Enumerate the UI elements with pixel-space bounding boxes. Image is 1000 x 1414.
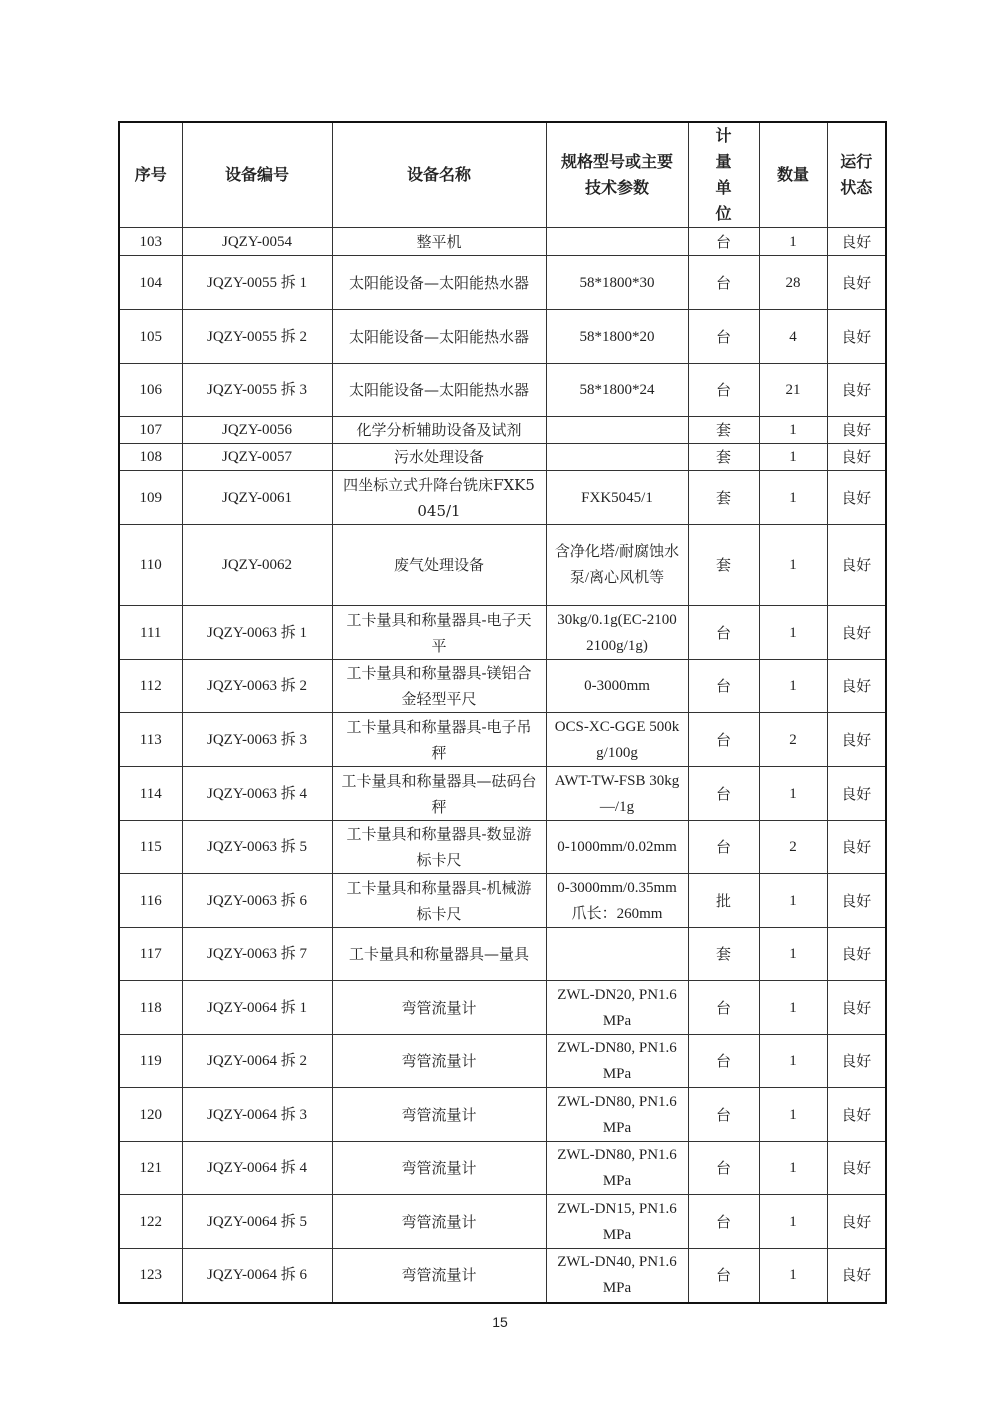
row-seq: 106 xyxy=(119,364,182,417)
row-spec: AWT-TW-FSB 30kg —/1g xyxy=(546,767,688,821)
row-seq: 109 xyxy=(119,471,182,525)
row-name: 弯管流量计 xyxy=(332,1249,546,1303)
row-code: JQZY-0064 拆 4 xyxy=(182,1142,332,1195)
row-seq: 113 xyxy=(119,713,182,767)
row-name: 弯管流量计 xyxy=(332,1035,546,1088)
row-seq: 105 xyxy=(119,310,182,364)
row-qty: 1 xyxy=(759,228,827,256)
row-spec: ZWL-DN15, PN1.6MPa xyxy=(546,1195,688,1249)
row-qty: 1 xyxy=(759,981,827,1035)
row-spec: 0-3000mm/0.35mm 爪长：260mm xyxy=(546,874,688,928)
row-code: JQZY-0064 拆 5 xyxy=(182,1195,332,1249)
row-name: 化学分析辅助设备及试剂 xyxy=(332,417,546,444)
row-spec xyxy=(546,417,688,444)
row-spec: 0-3000mm xyxy=(546,660,688,713)
row-code: JQZY-0062 xyxy=(182,525,332,606)
row-spec: 30kg/0.1g(EC-2100 2100g/1g) xyxy=(546,606,688,660)
row-name: 太阳能设备—太阳能热水器 xyxy=(332,256,546,310)
header-name: 设备名称 xyxy=(332,122,546,228)
table-row xyxy=(119,471,886,525)
row-name: 废气处理设备 xyxy=(332,525,546,606)
table-row xyxy=(119,364,886,417)
row-qty: 28 xyxy=(759,256,827,310)
row-name: 工卡量具和称量器具-机械游标卡尺 xyxy=(332,874,546,928)
table-row xyxy=(119,417,886,444)
row-spec: 含净化塔/耐腐蚀水泵/离心风机等 xyxy=(546,525,688,606)
row-name: 弯管流量计 xyxy=(332,981,546,1035)
row-unit: 台 xyxy=(688,606,759,660)
row-qty: 1 xyxy=(759,767,827,821)
table-row xyxy=(119,928,886,981)
row-seq: 104 xyxy=(119,256,182,310)
row-seq: 115 xyxy=(119,821,182,874)
row-qty: 1 xyxy=(759,660,827,713)
row-spec: 58*1800*20 xyxy=(546,310,688,364)
row-name: 工卡量具和称量器具—砝码台秤 xyxy=(332,767,546,821)
row-code: JQZY-0055 拆 2 xyxy=(182,310,332,364)
row-code: JQZY-0063 拆 2 xyxy=(182,660,332,713)
row-unit: 套 xyxy=(688,928,759,981)
table-row xyxy=(119,310,886,364)
row-unit: 台 xyxy=(688,660,759,713)
row-status: 良好 xyxy=(827,444,886,471)
row-unit: 台 xyxy=(688,1035,759,1088)
header-status: 运行状态 xyxy=(827,122,886,228)
row-name: 工卡量具和称量器具-电子吊秤 xyxy=(332,713,546,767)
row-status: 良好 xyxy=(827,471,886,525)
row-unit: 台 xyxy=(688,1249,759,1303)
row-unit: 台 xyxy=(688,364,759,417)
header-qty: 数量 xyxy=(759,122,827,228)
row-unit: 台 xyxy=(688,256,759,310)
row-code: JQZY-0055 拆 3 xyxy=(182,364,332,417)
row-spec xyxy=(546,228,688,256)
row-unit: 台 xyxy=(688,310,759,364)
row-qty: 2 xyxy=(759,713,827,767)
table-row xyxy=(119,606,886,660)
row-code: JQZY-0064 拆 3 xyxy=(182,1088,332,1142)
row-status: 良好 xyxy=(827,1249,886,1303)
row-qty: 1 xyxy=(759,417,827,444)
page-number: 15 xyxy=(492,1314,508,1330)
row-qty: 1 xyxy=(759,874,827,928)
row-name: 四坐标立式升降台铣床FXK5045/1 xyxy=(332,471,546,525)
row-name: 整平机 xyxy=(332,228,546,256)
row-status: 良好 xyxy=(827,256,886,310)
row-spec: OCS-XC-GGE 500kg/100g xyxy=(546,713,688,767)
row-code: JQZY-0063 拆 3 xyxy=(182,713,332,767)
row-spec: ZWL-DN80, PN1.6MPa xyxy=(546,1035,688,1088)
row-qty: 21 xyxy=(759,364,827,417)
row-seq: 114 xyxy=(119,767,182,821)
row-qty: 1 xyxy=(759,928,827,981)
row-status: 良好 xyxy=(827,874,886,928)
row-unit: 台 xyxy=(688,228,759,256)
row-unit: 台 xyxy=(688,981,759,1035)
table-row xyxy=(119,767,886,821)
row-qty: 1 xyxy=(759,1249,827,1303)
row-qty: 1 xyxy=(759,471,827,525)
row-spec: ZWL-DN40, PN1.6MPa xyxy=(546,1249,688,1303)
row-seq: 117 xyxy=(119,928,182,981)
row-name: 工卡量具和称量器具-数显游标卡尺 xyxy=(332,821,546,874)
table-row xyxy=(119,1249,886,1303)
row-status: 良好 xyxy=(827,364,886,417)
table-row xyxy=(119,713,886,767)
header-unit: 计量单位 xyxy=(688,122,759,228)
row-status: 良好 xyxy=(827,767,886,821)
row-code: JQZY-0063 拆 4 xyxy=(182,767,332,821)
row-seq: 111 xyxy=(119,606,182,660)
row-code: JQZY-0063 拆 1 xyxy=(182,606,332,660)
table-row xyxy=(119,821,886,874)
row-code: JQZY-0055 拆 1 xyxy=(182,256,332,310)
row-name: 工卡量具和称量器具-镁铝合金轻型平尺 xyxy=(332,660,546,713)
row-seq: 121 xyxy=(119,1142,182,1195)
row-unit: 套 xyxy=(688,525,759,606)
row-seq: 107 xyxy=(119,417,182,444)
row-code: JQZY-0063 拆 5 xyxy=(182,821,332,874)
row-qty: 4 xyxy=(759,310,827,364)
table-row xyxy=(119,256,886,310)
row-seq: 123 xyxy=(119,1249,182,1303)
table-row xyxy=(119,660,886,713)
row-spec: ZWL-DN20, PN1.6MPa xyxy=(546,981,688,1035)
row-code: JQZY-0057 xyxy=(182,444,332,471)
row-spec xyxy=(546,928,688,981)
row-name: 太阳能设备—太阳能热水器 xyxy=(332,364,546,417)
row-status: 良好 xyxy=(827,713,886,767)
table-row xyxy=(119,1142,886,1195)
row-unit: 台 xyxy=(688,821,759,874)
row-name: 太阳能设备—太阳能热水器 xyxy=(332,310,546,364)
row-spec: ZWL-DN80, PN1.6MPa xyxy=(546,1088,688,1142)
table-row xyxy=(119,525,886,606)
row-seq: 103 xyxy=(119,228,182,256)
row-code: JQZY-0063 拆 7 xyxy=(182,928,332,981)
row-seq: 110 xyxy=(119,525,182,606)
table-row xyxy=(119,1195,886,1249)
row-qty: 1 xyxy=(759,1035,827,1088)
row-unit: 台 xyxy=(688,713,759,767)
table-row xyxy=(119,874,886,928)
row-name: 工卡量具和称量器具—量具 xyxy=(332,928,546,981)
row-code: JQZY-0064 拆 6 xyxy=(182,1249,332,1303)
row-status: 良好 xyxy=(827,228,886,256)
row-unit: 套 xyxy=(688,444,759,471)
row-status: 良好 xyxy=(827,1088,886,1142)
row-seq: 116 xyxy=(119,874,182,928)
row-status: 良好 xyxy=(827,606,886,660)
row-status: 良好 xyxy=(827,1195,886,1249)
row-status: 良好 xyxy=(827,310,886,364)
row-name: 弯管流量计 xyxy=(332,1088,546,1142)
row-status: 良好 xyxy=(827,1142,886,1195)
header-seq: 序号 xyxy=(119,122,182,228)
equipment-table xyxy=(118,121,887,1304)
table-row xyxy=(119,1088,886,1142)
row-qty: 1 xyxy=(759,525,827,606)
row-status: 良好 xyxy=(827,525,886,606)
row-seq: 120 xyxy=(119,1088,182,1142)
row-qty: 1 xyxy=(759,1195,827,1249)
row-status: 良好 xyxy=(827,981,886,1035)
row-code: JQZY-0056 xyxy=(182,417,332,444)
row-spec: ZWL-DN80, PN1.6MPa xyxy=(546,1142,688,1195)
row-seq: 118 xyxy=(119,981,182,1035)
table-row xyxy=(119,444,886,471)
header-spec: 规格型号或主要技术参数 xyxy=(546,122,688,228)
row-status: 良好 xyxy=(827,1035,886,1088)
table-row xyxy=(119,1035,886,1088)
row-code: JQZY-0061 xyxy=(182,471,332,525)
row-seq: 112 xyxy=(119,660,182,713)
row-qty: 1 xyxy=(759,1088,827,1142)
row-unit: 套 xyxy=(688,417,759,444)
row-status: 良好 xyxy=(827,821,886,874)
row-status: 良好 xyxy=(827,417,886,444)
row-qty: 2 xyxy=(759,821,827,874)
row-status: 良好 xyxy=(827,928,886,981)
row-status: 良好 xyxy=(827,660,886,713)
row-seq: 108 xyxy=(119,444,182,471)
row-name: 工卡量具和称量器具-电子天平 xyxy=(332,606,546,660)
row-unit: 台 xyxy=(688,767,759,821)
row-qty: 1 xyxy=(759,1142,827,1195)
row-qty: 1 xyxy=(759,444,827,471)
row-code: JQZY-0063 拆 6 xyxy=(182,874,332,928)
row-spec: 0-1000mm/0.02mm xyxy=(546,821,688,874)
row-name: 污水处理设备 xyxy=(332,444,546,471)
row-unit: 套 xyxy=(688,471,759,525)
table-row xyxy=(119,228,886,256)
row-spec: 58*1800*24 xyxy=(546,364,688,417)
row-seq: 119 xyxy=(119,1035,182,1088)
row-spec: 58*1800*30 xyxy=(546,256,688,310)
header-code: 设备编号 xyxy=(182,122,332,228)
row-unit: 台 xyxy=(688,1195,759,1249)
row-unit: 台 xyxy=(688,1088,759,1142)
row-name: 弯管流量计 xyxy=(332,1142,546,1195)
table-row xyxy=(119,981,886,1035)
row-spec: FXK5045/1 xyxy=(546,471,688,525)
row-spec xyxy=(546,444,688,471)
row-seq: 122 xyxy=(119,1195,182,1249)
row-code: JQZY-0064 拆 1 xyxy=(182,981,332,1035)
row-code: JQZY-0054 xyxy=(182,228,332,256)
row-unit: 台 xyxy=(688,1142,759,1195)
row-unit: 批 xyxy=(688,874,759,928)
row-name: 弯管流量计 xyxy=(332,1195,546,1249)
row-code: JQZY-0064 拆 2 xyxy=(182,1035,332,1088)
header-row xyxy=(119,122,886,228)
row-qty: 1 xyxy=(759,606,827,660)
